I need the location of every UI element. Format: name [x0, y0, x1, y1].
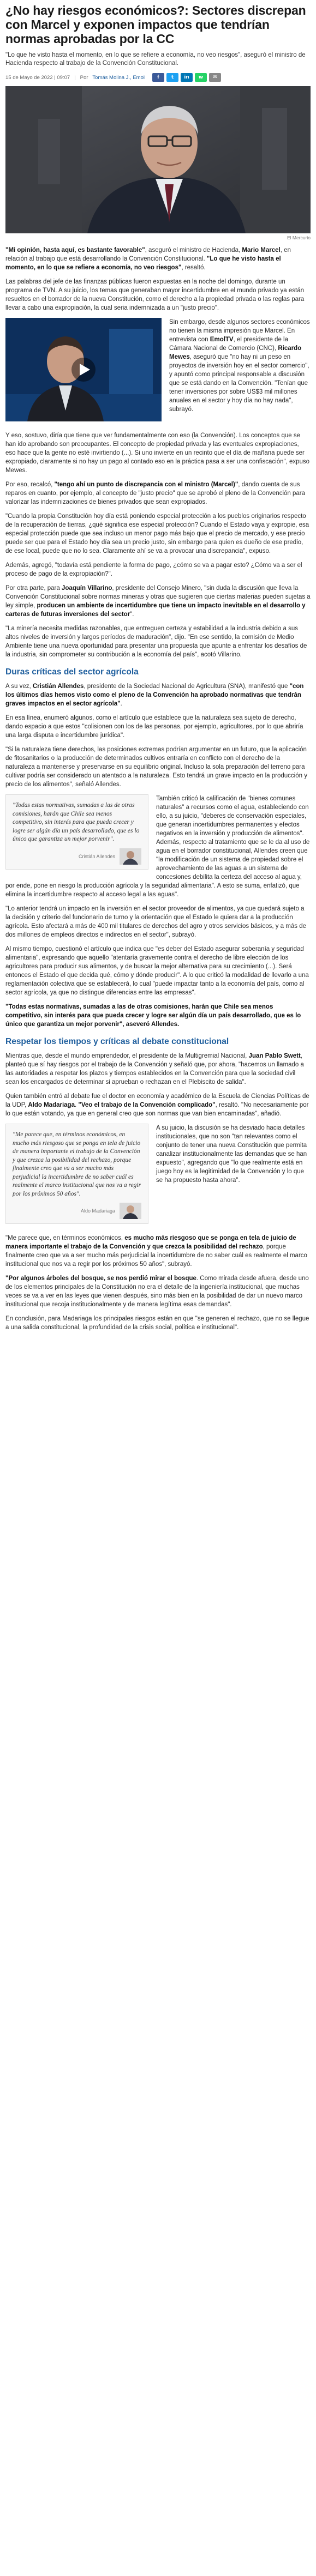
linkedin-share-icon[interactable]: in [181, 73, 193, 82]
paragraph: Por otra parte, para Joaquín Villarino, presidente del Consejo Minero, "sin duda la discusión que lleva la Convención Constitucional sobre normas mineras y otras que sugieren que ciertas materias pueden sujetas a ley simple, producen un ambiente de incertidumbre que tiene un impacto inevitable en el desarrollo y carteras de futuras inversiones del sector". [5, 585, 311, 618]
pull-quote-text: "Me parece que, en términos económicos, en mucho más riesgoso que se ponga en tela de juicio de manera importante el trabajo de la Convención y que crezca la posibilidad del rechazo, porque finalmente creo que va a ser mucho más perjudicial la incertidumbre de no saber cuál es realmente el marco institucional que nos va a regir por los próximos 50 años". [13, 1131, 141, 1197]
paragraph: También criticó la calificación de "bienes comunes naturales" a recursos como el agua, estableciendo con ello, a su juicio, "deberes de conservación especiales, que generan incertidumbres permanentes y efectos negativos en la inversión y producción de alimentos". Además, respecto al tratamiento que se le da al uso de agua en el borrador constitucional, Allendes creen que "la modificación de un sistema de propiedad sobre el aprovechamiento de las aguas a un sistema de concesiones debilita la certeza del acceso al agua y, por ende, pone en riesgo la producción agrícola y la seguridad alimentaria". A esto se suma, enfatizó, que elimina la incertidumbre respecto al acceso legal a las aguas". [5, 795, 310, 898]
paragraph: "La minería necesita medidas razonables, que entreguen certeza y estabilidad a la industria debido a sus altos niveles de inversión y largos períodos de maduración", dijo. "En ese sentido, la comisión de Medio Ambiente tiene una nueva oportunidad para presentar una propuesta que apunte a enfrentar los desafíos de la industria, sin comprometer su contribución a la economía del país", acotó Villarino. [5, 625, 307, 658]
paragraph: Sin embargo, desde algunos sectores económicos no tienen la misma impresión que Marcel. En entrevista con EmolTV, el presidente de la Cámara Nacional de Comercio (CNC), Ricardo Mewes, aseguró que "no hay ni un peso en proyectos de inversión hoy en el sector comercio", y apuntó como principal responsable a discusión que se está dando en la Convención. "Tenían que tener inversiones por sobre US$3 mil millones anuales en el sector y hoy día no hay nada", subrayó. [169, 319, 310, 413]
article-date: 15 de Mayo de 2022 | 09:07 [5, 74, 70, 81]
video-thumbnail-image [5, 318, 162, 421]
facebook-share-icon[interactable]: f [152, 73, 164, 82]
article-title: ¿No hay riesgos económicos?: Sectores discrepan con Marcel y exponen impactos que tendrían normas aprobadas por la CC [5, 3, 306, 46]
paragraph: En conclusión, para Madariaga los principales riesgos están en que "se generen el rechazo, que no se llegue a una salida constitucional, la profundidad de la crisis social, política e institucional". [5, 1316, 309, 1331]
author-link[interactable]: Tomás Molina J., Emol [92, 74, 145, 81]
hero-photo-minister [5, 86, 311, 233]
twitter-share-icon[interactable]: t [166, 73, 178, 82]
paragraph: Quien también entró al debate fue el doctor en economía y académico de la Escuela de Ciencias Políticas de la UDP, Aldo Madariaga. "Veo el trabajo de la Convención complicado", resaltó. "No necesariamente por lo que están votando, ya que en general creo que son normas que van bien encaminadas", añadió. [5, 1093, 309, 1117]
pull-quote [5, 794, 148, 870]
paragraph: Y eso, sostuvo, diría que tiene que ver fundamentalmente con eso (la Convención). Los conceptos que se han ido aprobando son preocupantes. El concepto de propiedad privada y las eventuales expropiaciones, eso hace que la gente no esté invirtiendo (...). Si uno invierte en un recinto que el día de mañana puede ser expropiado, claramente si no hay un pago al contado eso en la práctica pasa a ser una confiscación", expuso Mewes. [5, 432, 310, 474]
author-prefix: Por [80, 74, 88, 81]
section-heading: Duras críticas del sector agrícola [5, 667, 139, 677]
paragraph: Al mismo tiempo, cuestionó el artículo que indica que "es deber del Estado asegurar soberanía y seguridad alimentaria", expresando que aquello "atentaría gravemente contra el derecho de libre elección de los agricultores para producir sus alimentos, y de buscar la mejor alternativa para su crecimiento (...). Será entonces el Estado el que decida qué, cómo y dónde producir". A lo que criticó la modalidad de llevarlo a una reglamentación colectiva que se establecerá, lo cual "puede impactar tanto a la economía del país, como al sector agrícola, ya que no distingue diferencias entre las empresas". [5, 946, 309, 996]
section-heading: Respetar los tiempos y críticas al debate constitucional [5, 1037, 229, 1046]
paragraph: A su vez, Cristián Allendes, presidente de la Sociedad Nacional de Agricultura (SNA), manifestó que "con los últimos días hemos visto como el pleno de la Convención ha aprobado normativas que tendrán graves impactos en el sector agrícola". [5, 683, 304, 707]
paragraph: "Mi opinión, hasta aquí, es bastante favorable", aseguró el ministro de Hacienda, Mario Marcel, en relación al trabajo que está desarrollando la Convención Constitucional. "Lo que he visto hasta el momento, en lo que se refiere a economía, no veo riesgos", resaltó. [5, 247, 291, 271]
pull-quote [5, 1124, 148, 1224]
article-lead: "Lo que he visto hasta el momento, en lo que se refiere a economía, no veo riesgos", aseguró el ministro de Hacienda respecto al trabajo de la Convención Constitucional. [5, 52, 306, 67]
whatsapp-share-icon[interactable]: w [195, 73, 207, 82]
article-body [5, 246, 311, 1332]
pull-quote-avatar [120, 848, 141, 865]
paragraph: "Todas estas normativas, sumadas a las de otras comisiones, harán que Chile sea menos competitivo, sin interés para que pueda crecer y logre ser algún día un país desarrollado, que es lo único que garantiza un mejor porvenir", aseveró Allendes. [5, 1004, 301, 1028]
paragraph: Por eso, recalcó, "tengo ahí un punto de discrepancia con el ministro (Marcel)", dando cuenta de sus reparos en cuanto, por ejemplo, al concepto de "justo precio" que se aprobó el pleno de la Convención para valorizar las indemnizaciones de bienes privados que sean expropiados. [5, 481, 306, 505]
hero-photo [5, 86, 311, 233]
paragraph: Las palabras del jefe de las finanzas públicas fueron expuestas en la noche del domingo, durante un programa de TVN. A su juicio, los temas que generaban mayor incertidumbre en el mundo privado ya están resueltos en el borrador de la nueva Constitución, como el derecho a la propiedad privada o las reglas para llevar a cabo una expropiación, la cual seria indemnizada a un "justo precio". [5, 279, 305, 311]
pull-quote-text: "Todas estas normativas, sumadas a las de otras comisiones, harán que Chile sea menos competitivo, sin interés para que pueda crecer y logre ser algún día un país desarrollado, que es lo único que garantiza un mejor porvenir". [13, 802, 140, 842]
article-meta: 15 de Mayo de 2022 | 09:07 | Por Tomás Molina J., Emol f t in w ✉ [5, 73, 311, 82]
paragraph: En esa línea, enumeró algunos, como el artículo que establece que la naturaleza sea sujeto de derecho, dando espacio a que estos "colisionen con los de las personas, por ejemplo, agricultores, por lo que abriría una larga disputa e incertidumbre jurídica". [5, 715, 303, 739]
pull-quote-footer [13, 848, 141, 865]
paragraph: A su juicio, la discusión se ha desviado hacia detalles institucionales, que no son "tan relevantes como el conjunto de tener una nueva Constitución que permita canalizar institucionalmente las demandas que se han expuesto", agregando que "lo que realmente está en juego hoy es la legitimidad de la Convención y lo que se ha propuesto hasta ahora". [156, 1125, 307, 1184]
paragraph: "Por algunos árboles del bosque, se nos perdió mirar el bosque. Como mirada desde afuera, desde uno de los elementos principales de la Constitución no era el detalle de la ingeniería institucional, que muchas veces se va a ver en las leyes que vienen después, sino más bien en la posibilidad de dar un nuevo marco institucional que recoja institucionalmente y de manera legítima esas demandas". [5, 1275, 309, 1308]
paragraph: "Me parece que, en términos económicos, es mucho más riesgoso que se ponga en tela de juicio de manera importante el trabajo de la Convención y que crezca la posibilidad del rechazo, porque finalmente creo que va a ser mucho más perjudicial la incertidumbre de no saber cuál es realmente el marco institucional que nos va a regir por los próximos 50 años", subrayó. [5, 1235, 307, 1268]
paragraph: "Cuando la propia Constitución hoy día está poniendo especial protección a los pueblos originarios respecto de la recuperación de tierras, ¿qué significa ese especial protección? Cuando el Estado vaya y expropie, esa especial protección puede que sea incluso un menor pago más bajo que el precio de mercado, y ese precio puede ser que para el Estado hoy día sea un precio justo, sin embargo para quien es dueño de ese predio, de ese local, puede que no lo sea. Claramente ahí se va a provocar una discrepancia", expuso. [5, 513, 309, 554]
pull-quote-author: Aldo Madariaga [80, 1208, 115, 1214]
hero-photo-credit: El Mercurio [287, 235, 311, 240]
video-thumbnail[interactable] [5, 318, 162, 421]
paragraph: Además, agregó, "todavía está pendiente la forma de pago, ¿cómo se va a pagar esto? ¿Cómo va a ser el proceso de pago de la expropiación?". [5, 562, 302, 577]
pull-quote-avatar [120, 1203, 141, 1219]
paragraph: "Si la naturaleza tiene derechos, las posiciones extremas podrían argumentar en un futuro, que la aplicación de fitosanitarios o la producción de determinados cultivos entraría en conflicto con el derecho de la naturaleza a mantenerse y preservarse en su equilibrio original. Incluso la sola preparación del terreno para cultivar podría ser considerado un atentado a la naturaleza. Esto tendrá un grave impacto en la producción y precio de los alimentos", señaló Allendes. [5, 746, 307, 788]
share-bar [152, 73, 221, 82]
paragraph: "Lo anterior tendrá un impacto en la inversión en el sector proveedor de alimentos, ya que quedará sujeto a la decisión y criterio del funcionario de turno y la orientación que el Estado le quiera dar a la producción agrícola. Esto afectará a más de 400 mil titulares de derechos del agro y otros servicios básicos, y a más de dos millones de empleos directos e indirectos en el sector", subrayó. [5, 906, 306, 938]
pull-quote-footer [13, 1203, 141, 1219]
pull-quote-author: Cristián Allendes [78, 853, 115, 859]
paragraph: Mientras que, desde el mundo emprendedor, el presidente de la Multigremial Nacional, Juan Pablo Swett, planteó que sí hay riesgos por el trabajo de la Convención y señaló que, por ahora, "hacemos un llamado a las autoridades a respetar los plazos y tiempos establecidos en la Convención para que la sociedad civil sean los encargados de determinar si aprueban o rechazan en el Plebiscito de salida". [5, 1053, 304, 1085]
email-share-icon[interactable]: ✉ [209, 73, 221, 82]
emol-tv-link[interactable]: EmolTV [210, 336, 234, 343]
